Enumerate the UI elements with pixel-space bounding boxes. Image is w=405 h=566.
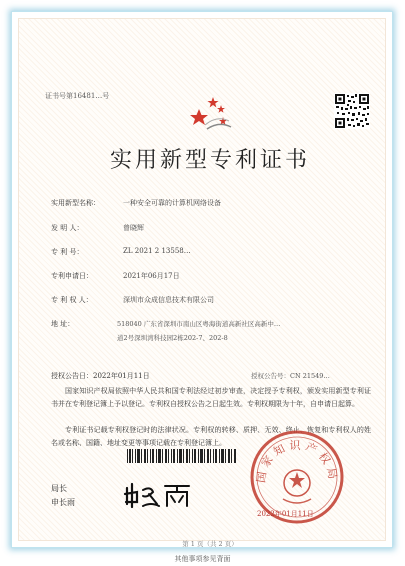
field-label: 实用新型名称： xyxy=(51,199,100,207)
field-label: 专利申请日： xyxy=(51,272,93,280)
grant-date: 2022年01月11日 xyxy=(93,372,150,380)
field-value: ZL 2021 2 13558… xyxy=(123,247,191,255)
certificate-number: 证书号第16481…号 xyxy=(45,92,110,100)
address-line-1: 518040 广东省深圳市南山区粤海街道高新社区高新中… xyxy=(117,320,281,328)
field-label: 地 址： xyxy=(51,320,75,328)
signature-title-2: 申长雨 xyxy=(51,498,75,507)
field-label: 专 利 号： xyxy=(51,248,84,256)
field-label: 发 明 人： xyxy=(51,224,84,232)
field-value: 深圳市众成信息技术有限公司 xyxy=(123,296,214,304)
footer-note: 其他事项参见背面 xyxy=(174,555,231,563)
body-paragraph-2: 专利证书记载专利权登记时的法律状况。专利权的转移、质押、无效、终止、恢复和专利权人的姓名或名称、国籍、地址变更等事项记载在专利登记簿上。 xyxy=(51,426,371,447)
certificate-title: 实用新型专利证书 xyxy=(109,148,310,173)
field-application-date xyxy=(51,271,180,281)
page-indicator: 第 1 页（共 2 页） xyxy=(182,540,238,548)
field-patentee xyxy=(51,295,214,305)
seal-date: 2022年01月11日 xyxy=(257,510,314,518)
seal-text: 国家知识产权局 xyxy=(254,439,340,484)
emblem-icon xyxy=(189,91,233,131)
field-value: 曾晓辉 xyxy=(123,224,144,232)
signature-title-1: 局长 xyxy=(51,484,67,493)
publication-number: 授权公告号：CN 21549… xyxy=(251,372,330,380)
field-label: 专 利 权 人： xyxy=(51,296,93,304)
field-patent-number xyxy=(51,247,191,257)
body-paragraph-1: 国家知识产权局依照中华人民共和国专利法经过初步审查，决定授予专利权，颁发实用新型专利证书并在专利登记簿上予以登记。专利权自授权公告之日起生效。专利权期限为十年，自申请日起算。 xyxy=(51,387,371,408)
field-value: 一种安全可靠的计算机网络设备 xyxy=(123,199,221,207)
qr-code-icon xyxy=(334,93,370,129)
address-line-2: 道2号深圳湾科技园2栋202-7、202-8 xyxy=(117,334,228,342)
field-value: 2021年06月17日 xyxy=(123,272,180,280)
grant-date-label: 授权公告日： xyxy=(51,372,93,380)
field-inventor xyxy=(51,223,144,233)
field-address xyxy=(51,319,74,329)
signature-icon xyxy=(123,480,193,510)
grant-date-line xyxy=(51,371,150,381)
barcode-icon xyxy=(127,449,237,463)
certificate-paper xyxy=(11,11,393,548)
certificate-inner xyxy=(18,18,386,548)
field-utility-name xyxy=(51,198,221,208)
